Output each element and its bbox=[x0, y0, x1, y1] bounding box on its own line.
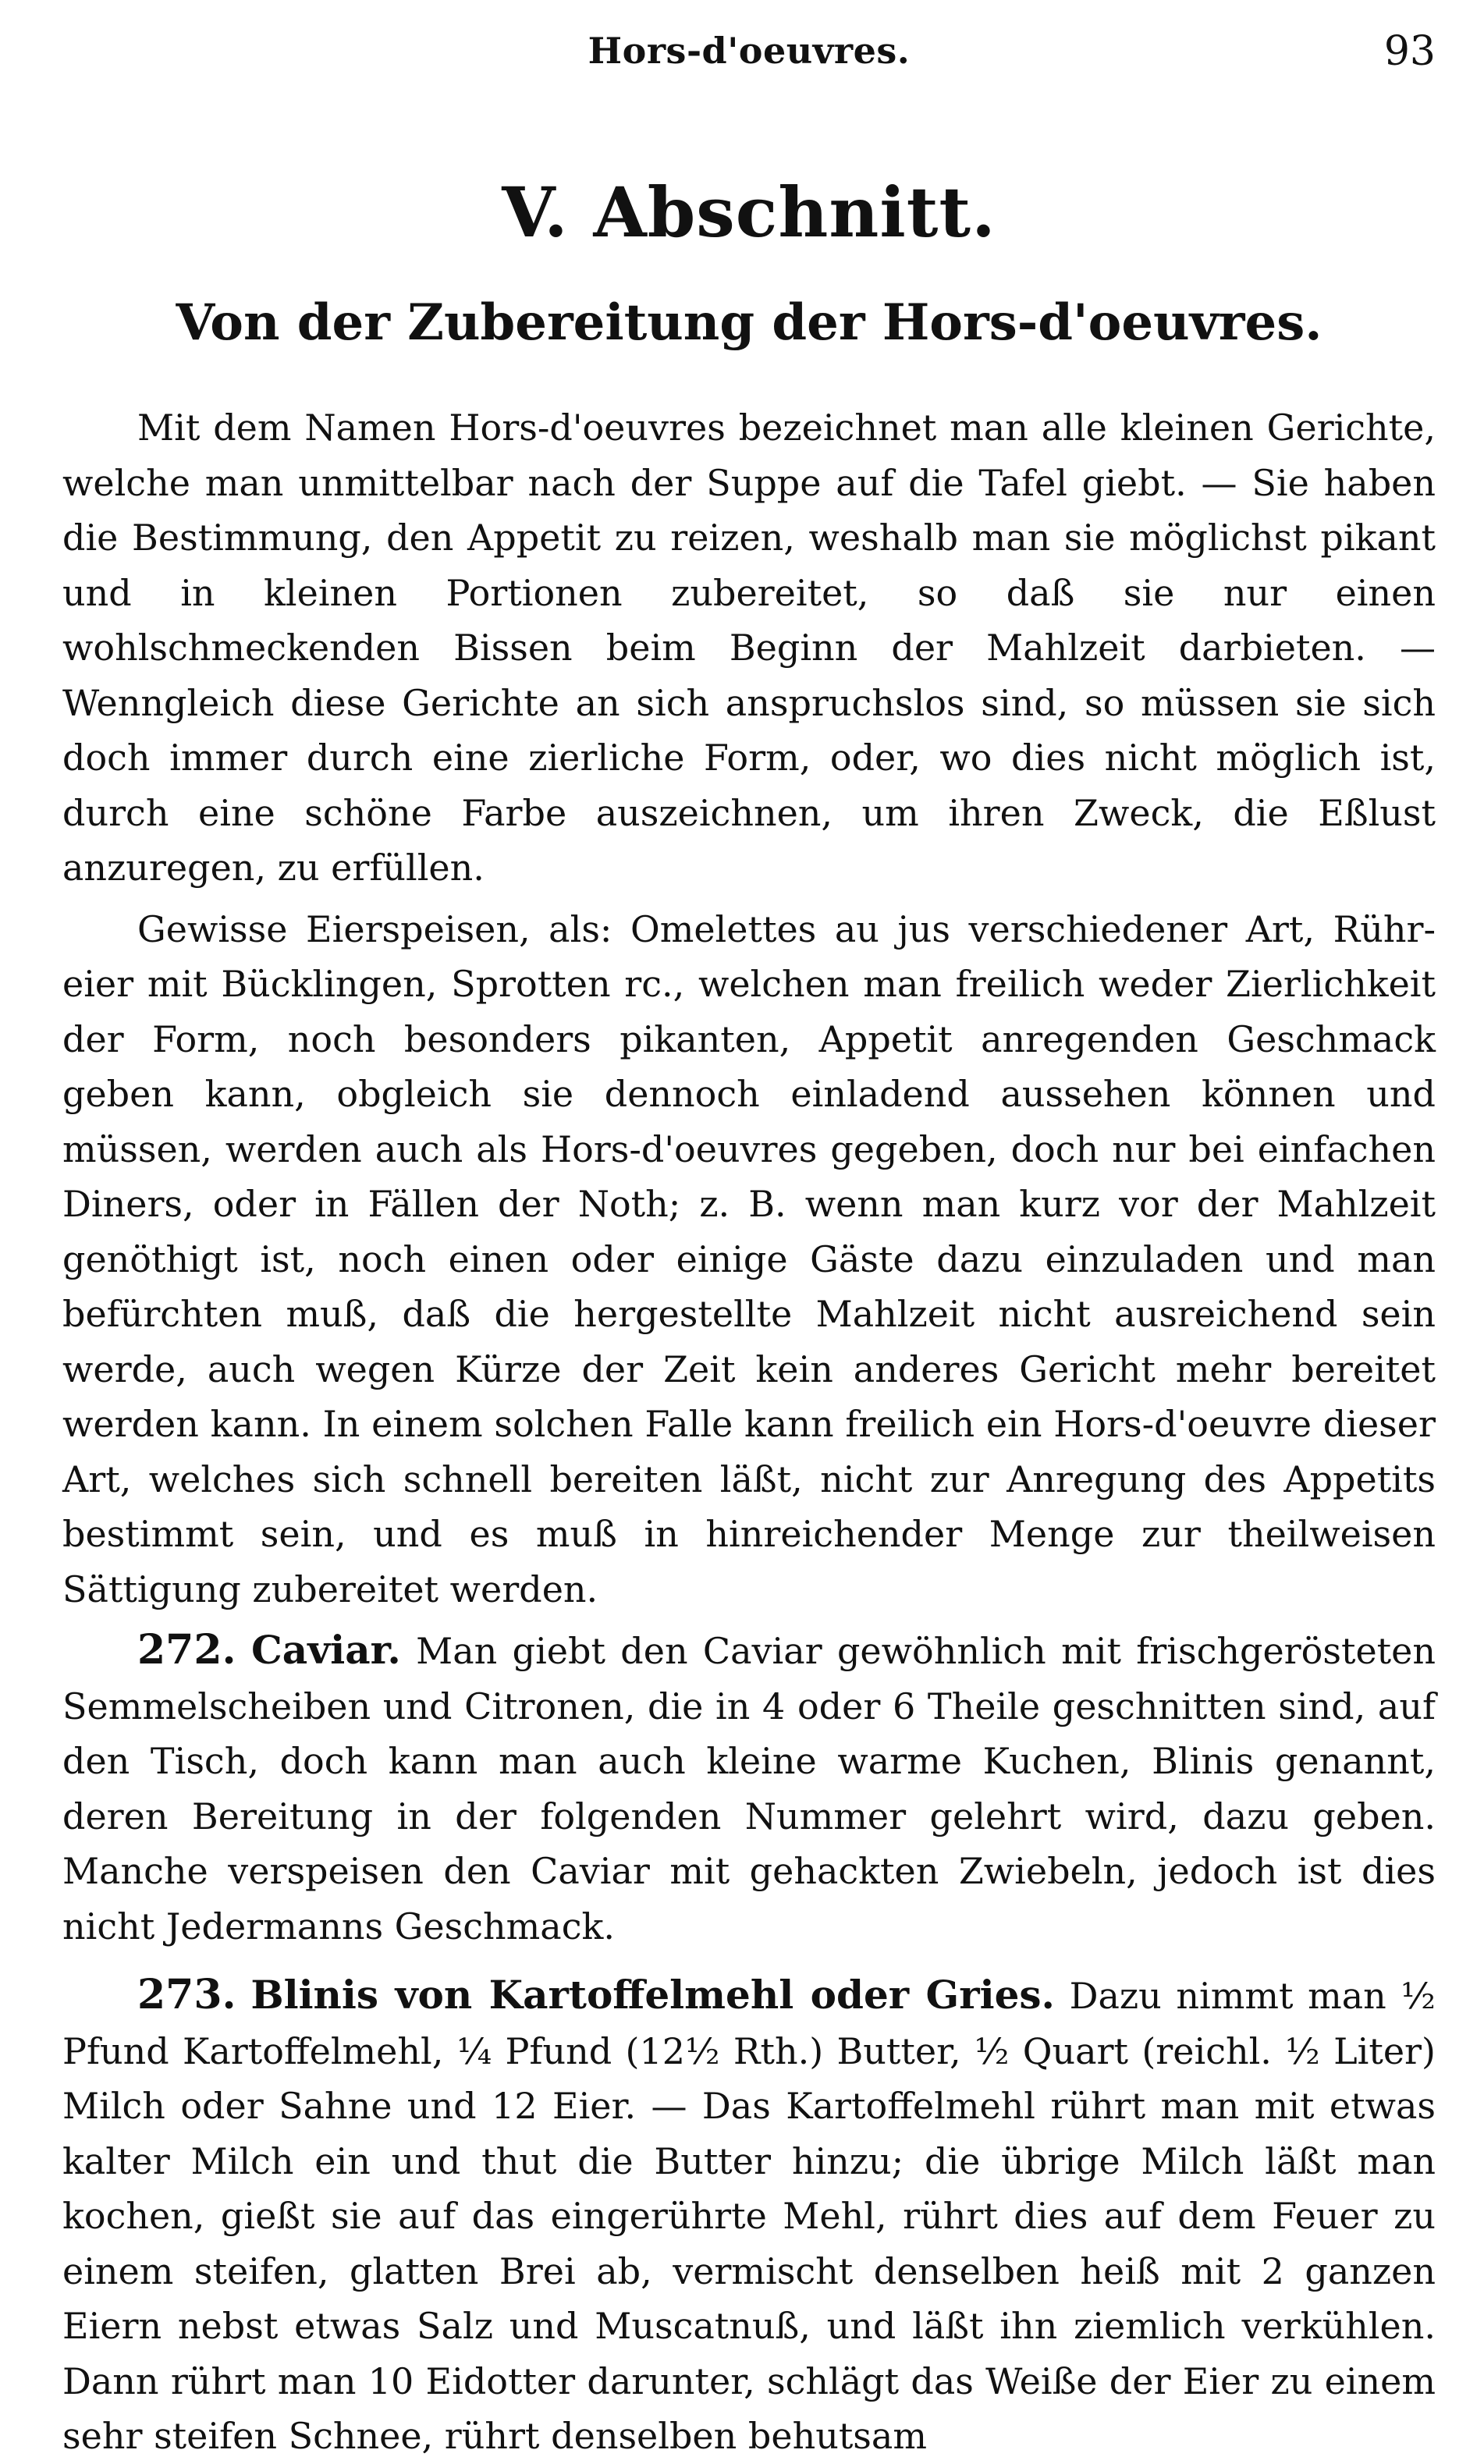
recipe-entry bbox=[62, 1968, 1436, 2464]
intro-paragraph: Gewisse Eierspeisen, als: Omelettes au jus verschiedener Art, Rühreier mit Bücklingen, Sprotten rc., welchen man freilich weder Zierlichkeit der Form, noch besonders pikanten, Appetit anregenden Geschmack geben kann, obgleich sie dennoch einladend aussehen können und müssen, werden auch als Hors-d'oeuvres gegeben, doch nur bei einfachen Diners, oder in Fällen der Noth; z. B. wenn man kurz vor der Mahlzeit genöthigt ist, noch einen oder einige Gäste dazu einzuladen und man befürchten muß, daß die hergestellte Mahlzeit nicht ausreichend sein werde, auch wegen Kürze der Zeit kein anderes Gericht mehr bereitet werden kann. In einem solchen Falle kann freilich ein Hors-d'oeuvre dieser Art, welches sich schnell bereiten läßt, nicht zur Anregung des Appetits bestimmt sein, und es muß in hinreichender Menge zur theilweisen Sättigung zubereitet werden. bbox=[62, 907, 1436, 1610]
body-text bbox=[62, 400, 1436, 2464]
page-number: 93 bbox=[1383, 28, 1436, 75]
running-title: Hors-d'oeuvres. bbox=[588, 30, 911, 72]
recipe-text: Man giebt den Caviar gewöhnlich mit frischgerösteten Semmelscheiben und Citronen, die in 4 oder 6 Theile geschnitten sind, auf den Tisch, doch kann man auch kleine warme Kuchen, Blinis genannt, deren Bereitung in der folgenden Nummer gelehrt wird, dazu geben. Manche verspeisen den Caviar mit gehackten Zwiebeln, jedoch ist dies nicht Jedermanns Geschmack. bbox=[62, 1630, 1436, 1947]
section-heading: V. Abschnitt. bbox=[502, 172, 996, 253]
recipe-title: Caviar. bbox=[251, 1627, 401, 1673]
recipe-number: 272. bbox=[137, 1626, 236, 1674]
section-subheading: Von der Zubereitung der Hors-d'oeuvres. bbox=[176, 293, 1322, 352]
running-head bbox=[62, 23, 1436, 86]
intro-paragraph: Mit dem Namen Hors-d'oeuvres bezeichnet man alle kleinen Gerichte, welche man unmittelbar nach der Suppe auf die Tafel giebt. — Sie haben die Bestimmung, den Appetit zu reizen, weshalb man sie möglichst pikant und in kleinen Portionen zubereitet, so daß sie nur einen wohlschmeckenden Bissen beim Beginn der Mahlzeit darbieten. — Wenngleich diese Gerichte an sich anspruchslos sind, so müssen sie sich doch immer durch eine zierliche Form, oder, wo dies nicht möglich ist, durch eine schöne Farbe auszeichnen, um ihren Zweck, die Eßlust anzuregen, zu erfüllen. bbox=[62, 407, 1436, 889]
recipe-entry bbox=[62, 1623, 1436, 1954]
recipe-title: Blinis von Kartoffelmehl oder Gries. bbox=[250, 1972, 1055, 2018]
recipe-text: Dazu nimmt man ½ Pfund Kartoffelmehl, ¼ Pfund (12½ Rth.) Butter, ½ Quart (reichl. ½ Liter) Milch oder Sahne und 12 Eier. — Das Kartoffelmehl rührt man mit etwas kalter Milch ein und thut die Butter hinzu; die übrige Milch läßt man kochen, gießt sie auf das eingerührte Mehl, rührt dies auf dem Feuer zu einem steifen, glatten Brei ab, vermischt denselben heiß mit 2 ganzen Eiern nebst etwas Salz und Muscatnuß, und läßt ihn ziemlich verkühlen. Dann rührt man 10 Eidotter darunter, schlägt das Weiße der Eier zu einem sehr steifen Schnee, rührt denselben behutsam bbox=[62, 1975, 1436, 2457]
book-page bbox=[62, 23, 1436, 2457]
recipe-number: 273. bbox=[137, 1971, 236, 2018]
